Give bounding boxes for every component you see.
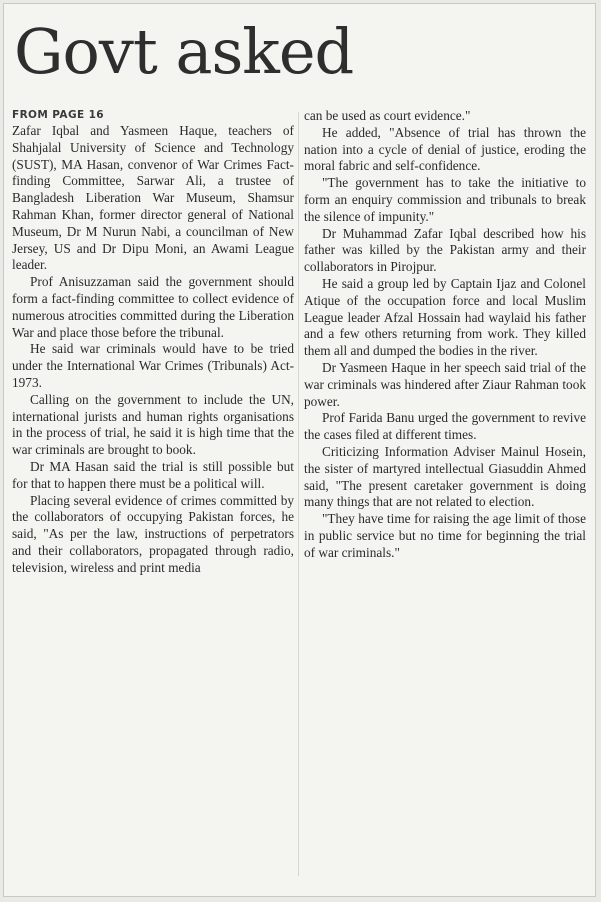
paragraph: Placing several evidence of crimes committed by the collaborators of occupying Pakistan forces, he said, "As per the law, instructions of perpetrators and their collaborators, propagated through radio, television, wireless and print media (12, 492, 294, 575)
paragraph: Dr MA Hasan said the trial is still possible but for that to happen there must be a political will. (12, 458, 294, 491)
paragraph: Prof Farida Banu urged the government to revive the cases filed at different times. (304, 410, 586, 443)
paragraph: Zafar Iqbal and Yasmeen Haque, teachers of Shahjalal University of Science and Technology (SUST), MA Hasan, convenor of War Crimes Fact-finding Committee, Sarwar Ali, a trustee of Bangladesh Liberation War Museum, Shamsur Rahman Khan, former director general of National Museum, Dr M Nurun Nabi, a councilman of New Jersey, US and Dr Dipu Moni, an Awami League leader. (12, 123, 294, 273)
paragraph: can be used as court evidence." (304, 108, 471, 123)
newspaper-clipping (3, 3, 596, 897)
continued-from-kicker: FROM PAGE 16 (12, 109, 105, 121)
paragraph: Criticizing Information Adviser Mainul Hosein, the sister of martyred intellectual Giasuddin Ahmed said, "The present caretaker government is doing many things that are not related to election. (304, 443, 586, 510)
right-column (304, 108, 586, 562)
paragraph: Dr Yasmeen Haque in her speech said trial of the war criminals was hindered after Ziaur Rahman took power. (304, 359, 586, 409)
headline: Govt asked (14, 15, 354, 88)
paragraph: Prof Anisuzzaman said the government should form a fact-finding committee to collect evidence of numerous atrocities committed during the Liberation War and place those before the tribunal. (12, 274, 294, 340)
paragraph: "The government has to take the initiative to form an enquiry commission and tribunals to break the silence of impunity." (304, 175, 586, 224)
paragraph: He said a group led by Captain Ijaz and Colonel Atique of the occupation force and local Muslim League leader Afzal Hossain had waylaid his father and a few others returning from work. They killed them all and dumped the bodies in the river. (304, 275, 586, 359)
paragraph: Calling on the government to include the UN, international jurists and human rights organisations in the process of trial, he said it is high time that the war criminals are brought to book. (12, 391, 294, 458)
paragraph: He said war criminals would have to be tried under the International War Crimes (Tribunals) Act-1973. (12, 341, 294, 390)
paragraph: He added, "Absence of trial has thrown the nation into a cycle of denial of justice, eroding the moral fabric and self-confidence. (304, 124, 586, 174)
column-divider (298, 112, 299, 876)
left-column (12, 108, 294, 577)
paragraph: Dr Muhammad Zafar Iqbal described how his father was killed by the Pakistan army and their collaborators in Pirojpur. (304, 225, 586, 275)
paragraph: "They have time for raising the age limit of those in public service but no time for beginning the trial of war criminals." (304, 511, 586, 560)
